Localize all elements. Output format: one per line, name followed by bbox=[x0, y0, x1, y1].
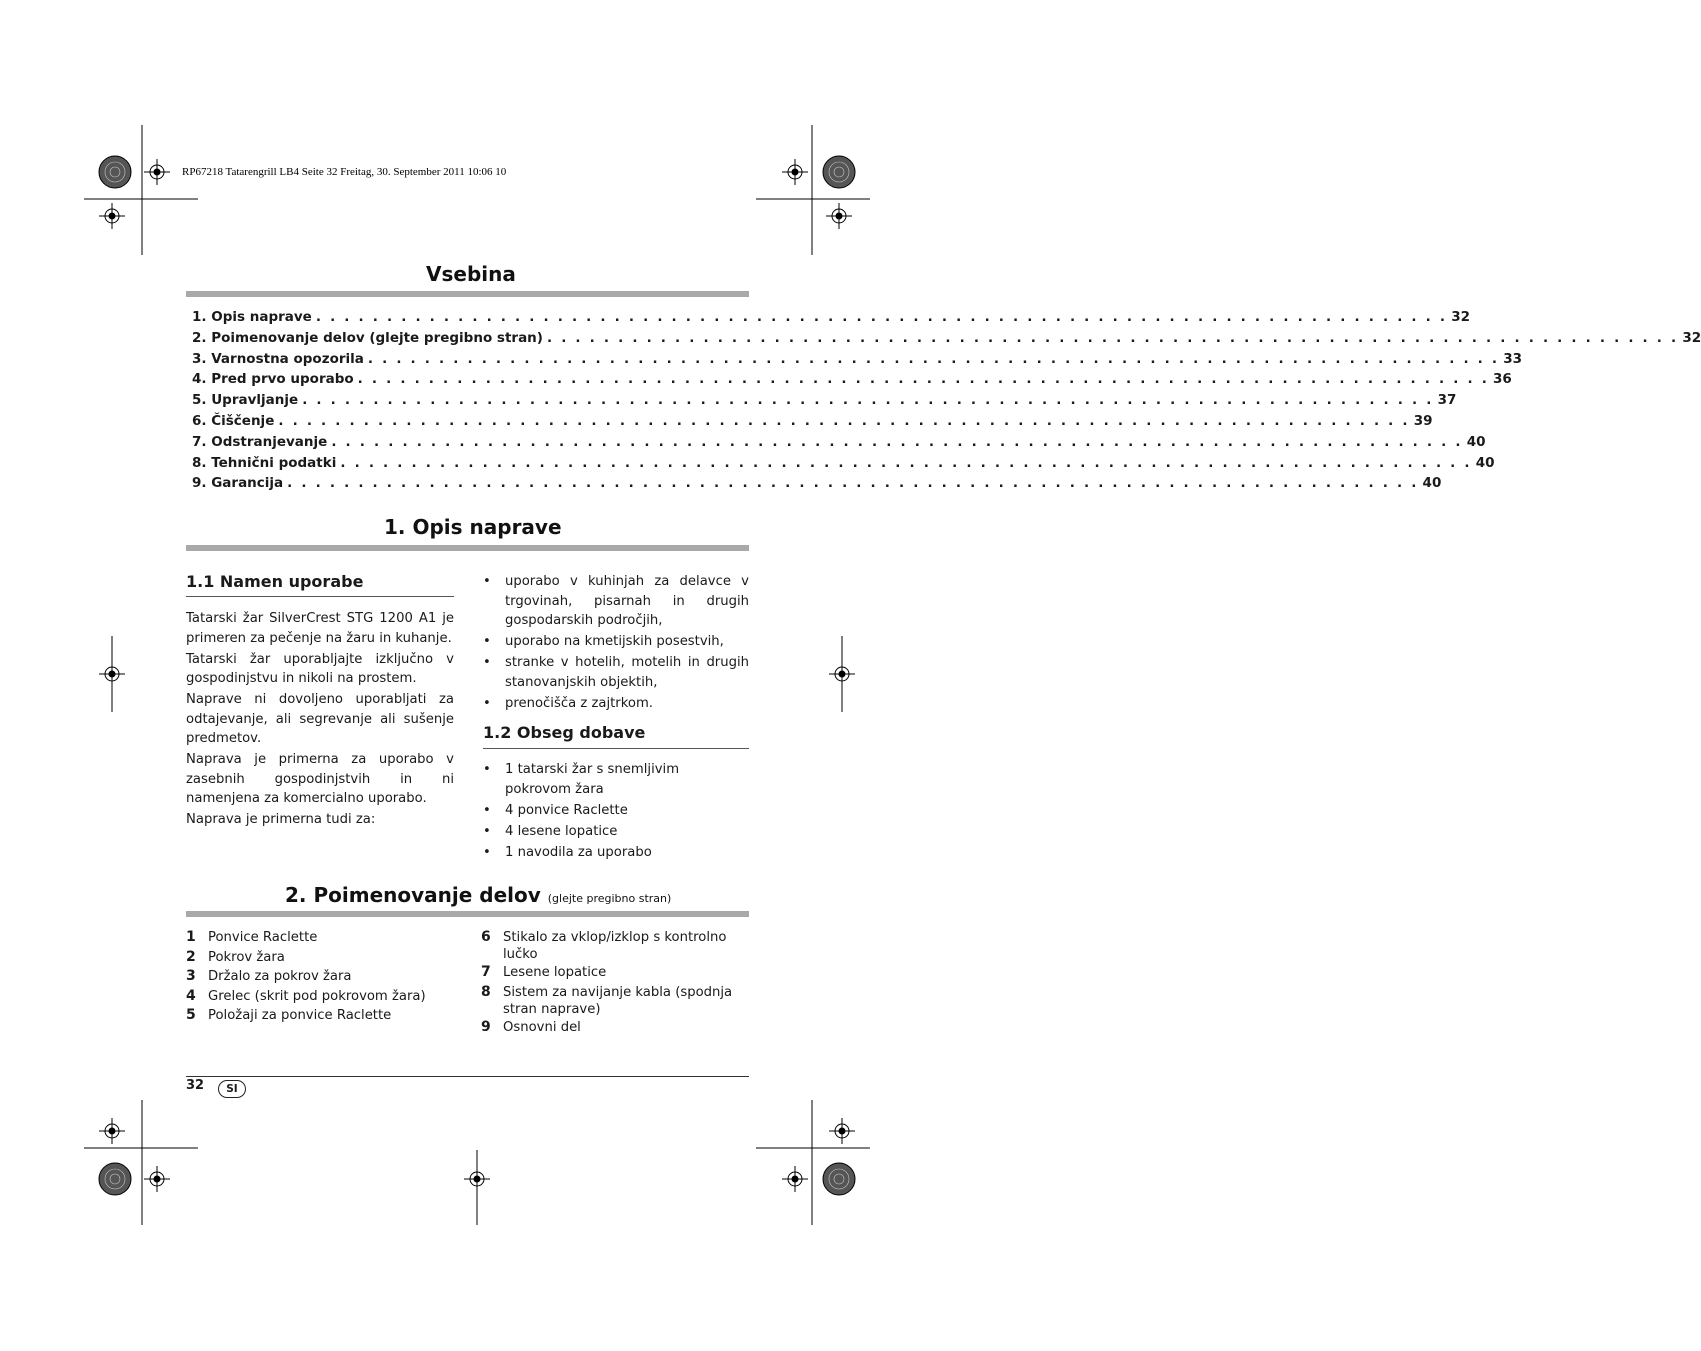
paragraph: Naprava je primerna tudi za: bbox=[186, 812, 376, 827]
language-badge: SI bbox=[218, 1080, 246, 1098]
toc-entry-page: 33 bbox=[1503, 350, 1523, 367]
bullet-glyph: • bbox=[483, 844, 491, 860]
toc-entry-title: 1. Opis naprave bbox=[192, 309, 312, 325]
section2-title-bar bbox=[186, 911, 749, 917]
list-item bbox=[186, 928, 454, 948]
bullet-glyph: • bbox=[483, 634, 491, 649]
toc-entry bbox=[192, 328, 1701, 349]
part-label: Pokrov žara bbox=[208, 949, 285, 965]
bullet-glyph: • bbox=[483, 823, 491, 839]
toc-entry bbox=[192, 453, 1495, 474]
parts-list-right bbox=[481, 928, 749, 1037]
toc-title: Vsebina bbox=[426, 262, 516, 286]
paragraph: Naprave ni dovoljeno uporabljati za odtajevanje, ali segrevanje ali sušenje predmetov. bbox=[186, 692, 454, 746]
toc-title-bar bbox=[186, 291, 749, 297]
section1-title-bar bbox=[186, 545, 749, 551]
usage-bullet-list bbox=[483, 572, 749, 715]
part-number: 5 bbox=[186, 1007, 196, 1023]
toc-entry-title: 6. Čiščenje bbox=[192, 412, 275, 429]
toc-leader-dots: . . . . . . . . . . . . . . . . . . . . . . . . . . . . . . . . . . . . . . . . . . . . . . . . . . . . . . . . . . . . . . . . . . . . . . . . . . . . . . . . bbox=[278, 412, 1410, 429]
bullet-glyph: • bbox=[483, 574, 491, 589]
part-number: 6 bbox=[481, 929, 491, 945]
section2-title bbox=[285, 883, 671, 907]
part-label: Stikalo za vklop/izklop s kontrolno lučko bbox=[503, 930, 727, 962]
bullet-glyph: • bbox=[483, 695, 491, 711]
toc-entry-page: 32 bbox=[1451, 309, 1471, 325]
toc-entry-page: 40 bbox=[1475, 454, 1495, 471]
printer-info-line: RP67218 Tatarengrill LB4 Seite 32 Freitag, 30. September 2011 10:06 10 bbox=[182, 166, 507, 178]
sub1-rule bbox=[186, 596, 454, 597]
toc-entry-page: 40 bbox=[1422, 475, 1442, 492]
part-number: 9 bbox=[481, 1018, 491, 1035]
list-item bbox=[186, 948, 454, 968]
part-label: Osnovni del bbox=[503, 1019, 581, 1035]
toc-entry bbox=[192, 473, 1442, 494]
part-label: Položaji za ponvice Raclette bbox=[208, 1008, 392, 1023]
toc-entry-title: 3. Varnostna opozorila bbox=[192, 350, 364, 367]
section2-title-note: (glejte pregibno stran) bbox=[547, 892, 672, 905]
sub1-title: 1.1 Namen uporabe bbox=[186, 572, 364, 591]
toc-entry bbox=[192, 369, 1512, 390]
list-item bbox=[481, 1018, 749, 1038]
toc-entry-page: 39 bbox=[1413, 412, 1433, 429]
list-item bbox=[481, 983, 749, 1018]
toc-entry-title: 2. Poimenovanje delov (glejte pregibno stran) bbox=[192, 329, 543, 346]
toc-entry-page: 37 bbox=[1437, 392, 1457, 409]
list-item: • 1 navodila za uporabo bbox=[483, 843, 749, 863]
toc-leader-dots: . . . . . . . . . . . . . . . . . . . . . . . . . . . . . . . . . . . . . . . . . . . . . . . . . . . . . . . . . . . . . . . . . . . . . . . . . . . . . . . . bbox=[302, 392, 1434, 409]
toc-leader-dots: . . . . . . . . . . . . . . . . . . . . . . . . . . . . . . . . . . . . . . . . . . . . . . . . . . . . . . . . . . . . . . . . . . . . . . . . . . . . . . . . bbox=[315, 309, 1448, 325]
part-label: Grelec (skrit pod pokrovom žara) bbox=[208, 988, 426, 1004]
toc-entry bbox=[192, 390, 1457, 411]
toc-list bbox=[192, 307, 1701, 494]
sub1-paragraphs bbox=[186, 609, 454, 831]
section2-title-text: 2. Poimenovanje delov bbox=[285, 883, 541, 907]
paragraph: Naprava je primerna za uporabo v zasebnih gospodinjstvih in ni namenjena za komercialno uporabo. bbox=[186, 752, 454, 806]
toc-leader-dots: . . . . . . . . . . . . . . . . . . . . . . . . . . . . . . . . . . . . . . . . . . . . . . . . . . . . . . . . . . . . . . . . . . . . . . . . . . . . . . . . bbox=[287, 475, 1419, 492]
list-item bbox=[186, 987, 454, 1007]
paragraph: Tatarski žar uporabljajte izključno v gospodinjstvu in nikoli na prostem. bbox=[186, 651, 454, 686]
list-item bbox=[481, 963, 749, 983]
toc-entry-title: 5. Upravljanje bbox=[192, 392, 299, 409]
list-item bbox=[481, 928, 749, 963]
footer-rule bbox=[186, 1076, 749, 1077]
section1-title: 1. Opis naprave bbox=[384, 515, 562, 539]
paragraph: Tatarski žar SilverCrest STG 1200 A1 je primeren za pečenje na žaru in kuhanje. bbox=[186, 611, 454, 646]
toc-leader-dots: . . . . . . . . . . . . . . . . . . . . . . . . . . . . . . . . . . . . . . . . . . . . . . . . . . . . . . . . . . . . . . . . . . . . . . . . . . . . . . . . bbox=[331, 433, 1463, 450]
toc-entry bbox=[192, 411, 1433, 432]
part-number: 3 bbox=[186, 968, 196, 984]
toc-entry-title: 4. Pred prvo uporabo bbox=[192, 371, 354, 388]
toc-leader-dots: . . . . . . . . . . . . . . . . . . . . . . . . . . . . . . . . . . . . . . . . . . . . . . . . . . . . . . . . . . . . . . . . . . . . . . . . . . . . . . . . bbox=[340, 454, 1472, 471]
list-item: • uporabo na kmetijskih posestvih, bbox=[483, 632, 749, 652]
part-number: 4 bbox=[186, 987, 196, 1004]
toc-entry-title: 7. Odstranjevanje bbox=[192, 433, 328, 450]
parts-list-left bbox=[186, 928, 454, 1026]
toc-entry-page: 40 bbox=[1466, 433, 1486, 450]
toc-entry-page: 36 bbox=[1493, 371, 1512, 388]
toc-leader-dots: . . . . . . . . . . . . . . . . . . . . . . . . . . . . . . . . . . . . . . . . . . . . . . . . . . . . . . . . . . . . . . . . . . . . . . . . . . . . . . . . bbox=[357, 371, 1490, 388]
part-number: 7 bbox=[481, 964, 491, 980]
toc-entry-page: 32 bbox=[1682, 329, 1701, 346]
part-label: Lesene lopatice bbox=[503, 965, 607, 980]
list-item: • 1 tatarski žar s snemljivim pokrovom žara bbox=[483, 762, 680, 797]
part-label: Sistem za navijanje kabla (spodnja stran naprave) bbox=[503, 984, 733, 1017]
toc-entry bbox=[192, 432, 1486, 453]
toc-entry bbox=[192, 307, 1471, 328]
list-item bbox=[186, 1006, 454, 1026]
list-item: • prenočišča z zajtrkom. bbox=[483, 694, 749, 714]
page-number: 32 bbox=[186, 1078, 205, 1093]
list-item: • 4 ponvice Raclette bbox=[483, 801, 749, 821]
sub2-rule bbox=[483, 748, 749, 749]
delivery-bullet-list bbox=[483, 760, 749, 864]
list-item bbox=[186, 967, 454, 987]
part-label: Ponvice Raclette bbox=[208, 930, 318, 945]
bullet-glyph: • bbox=[483, 762, 491, 777]
bullet-glyph: • bbox=[483, 655, 491, 670]
list-item: • uporabo v kuhinjah za delavce v trgovinah, pisarnah in drugih gospodarskih področjih, bbox=[483, 574, 749, 628]
list-item: • 4 lesene lopatice bbox=[483, 822, 749, 842]
toc-entry-title: 8. Tehnični podatki bbox=[192, 454, 337, 471]
toc-entry bbox=[192, 349, 1523, 370]
list-item: • stranke v hotelih, motelih in drugih stanovanjskih objektih, bbox=[483, 655, 749, 690]
part-number: 2 bbox=[186, 948, 196, 965]
part-label: Držalo za pokrov žara bbox=[208, 969, 352, 984]
part-number: 8 bbox=[481, 983, 491, 1000]
part-number: 1 bbox=[186, 929, 196, 945]
bullet-glyph: • bbox=[483, 802, 491, 818]
toc-leader-dots: . . . . . . . . . . . . . . . . . . . . . . . . . . . . . . . . . . . . . . . . . . . . . . . . . . . . . . . . . . . . . . . . . . . . . . . . . . . . . . . . bbox=[546, 329, 1679, 346]
toc-leader-dots: . . . . . . . . . . . . . . . . . . . . . . . . . . . . . . . . . . . . . . . . . . . . . . . . . . . . . . . . . . . . . . . . . . . . . . . . . . . . . . . . bbox=[367, 350, 1500, 367]
sub2-title: 1.2 Obseg dobave bbox=[483, 723, 646, 742]
toc-entry-title: 9. Garancija bbox=[192, 475, 284, 492]
